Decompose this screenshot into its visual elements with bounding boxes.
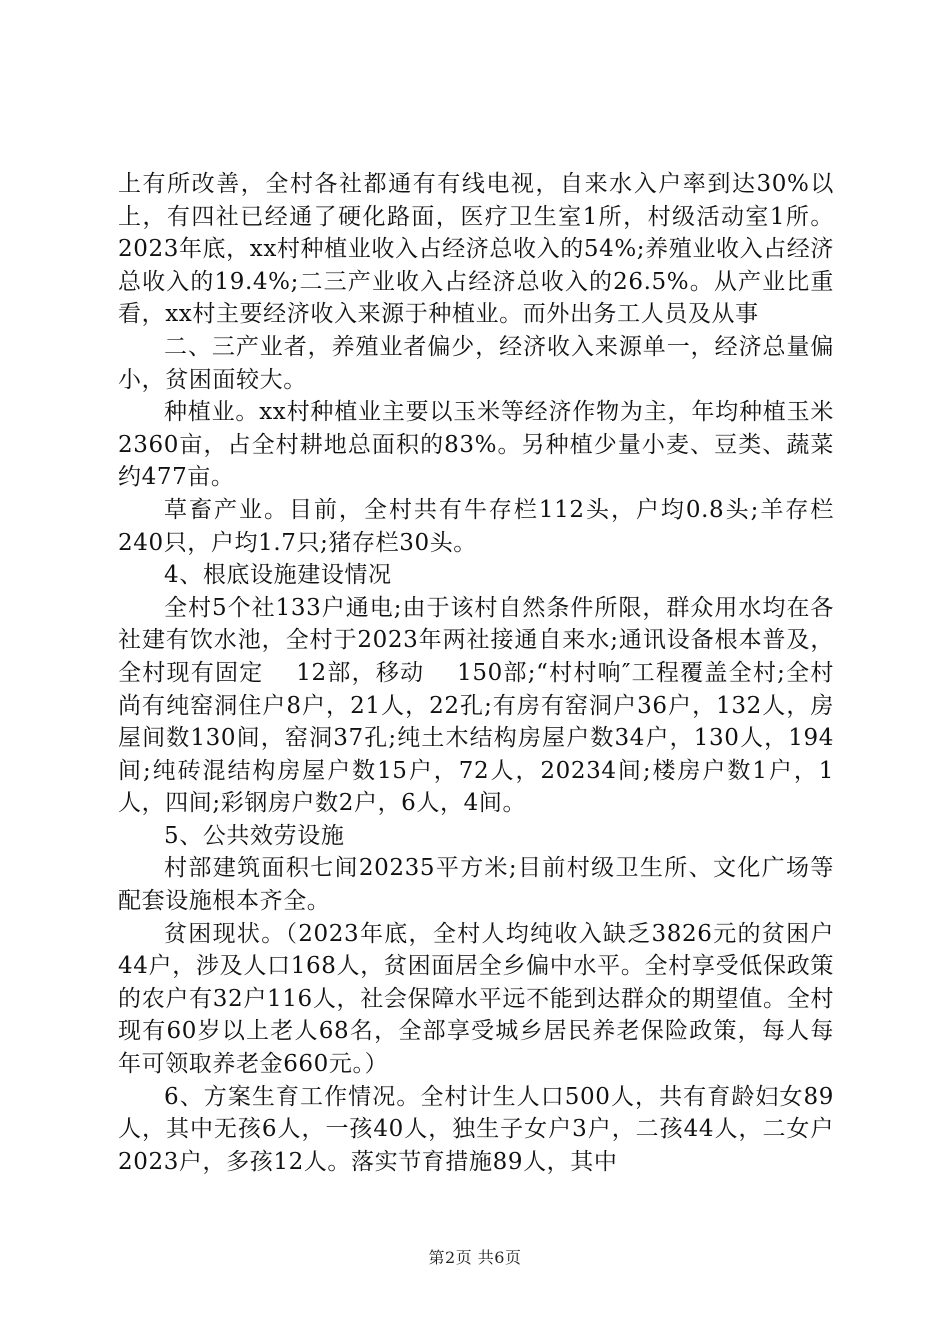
paragraph-7: 贫困现状。（2023年底，全村人均纯收入缺乏3826元的贫困户44户，涉及人口168人，贫困面居全乡偏中水平。全村享受低保政策的农户有32户116人，社会保障水平远不能到达群众的期望值。全村现有60岁以上老人68名，全部享受城乡居民养老保险政策，每人每年可领取养老金660元。） (118, 920, 834, 1078)
paragraph-6: 村部建筑面积七间20235平方米;目前村级卫生所、文化广场等配套设施根本齐全。 (118, 855, 834, 915)
page-footer: 第2页 共6页 (428, 1248, 522, 1267)
paragraph-8: 6、方案生育工作情况。全村计生人口500人，共有育龄妇女89人，其中无孩6人，一孩40人，独生子女户3户，二孩44人，二女户2023户，多孩12人。落实节育措施89人，其中 (118, 1083, 834, 1175)
section-heading-4: 4、根底设施建设情况 (164, 562, 392, 589)
document-body (118, 168, 834, 1178)
paragraph-2: 二、三产业者，养殖业者偏少，经济收入来源单一，经济总量偏小，贫困面较大。 (118, 333, 834, 393)
paragraph-1: 上有所改善，全村各社都通有有线电视，自来水入户率到达30%以上，有四社已经通了硬化路面，医疗卫生室1所，村级活动室1所。2023年底，xx村种植业收入占经济总收入的54%;养殖业收入占经济总收入的19.4%;二三产业收入占经济总收入的26.5%。从产业比重看，xx村主要经济收入来源于种植业。而外出务工人员及从事 (118, 171, 834, 328)
section-heading-5: 5、公共效劳设施 (164, 822, 345, 849)
paragraph-5: 全村5个社133户通电;由于该村自然条件所限，群众用水均在各社建有饮水池，全村于2023年两社接通自来水;通讯设备根本普及，全村现有固定 12部，移动 150部;“村村响″工程覆盖全村;全村尚有纯窑洞住户8户，21人，22孔;有房有窑洞户36户，132人，房屋间数130间，窑洞37孔;纯土木结构房屋户数34户，130人，194间;纯砖混结构房屋户数15户，72人，20234间;楼房户数1户，1人，四间;彩钢房户数2户，6人，4间。 (118, 594, 834, 817)
paragraph-3: 种植业。xx村种植业主要以玉米等经济作物为主，年均种植玉米2360亩，占全村耕地总面积的83%。另种植少量小麦、豆类、蔬菜约477亩。 (118, 399, 834, 491)
paragraph-4: 草畜产业。目前，全村共有牛存栏112头，户均0.8头;羊存栏240只，户均1.7只;猪存栏30头。 (118, 496, 834, 556)
